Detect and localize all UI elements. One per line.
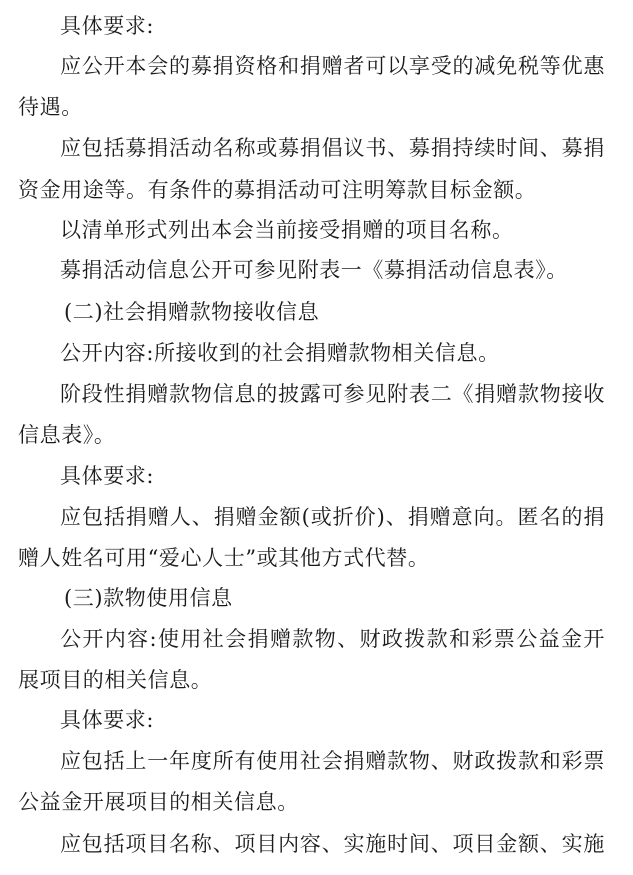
text-line-18: 具体要求:: [60, 708, 155, 732]
section-heading-2: (二)社会捐赠款物接收信息: [64, 300, 320, 324]
text-line-9: 公开内容:所接收到的社会捐赠款物相关信息。: [60, 341, 500, 365]
text-line-2: 应公开本会的募捐资格和捐赠者可以享受的减免税等优惠: [60, 54, 605, 78]
text-line-12: 具体要求:: [60, 464, 155, 488]
text-line-1: 具体要求:: [60, 14, 155, 38]
text-line-6: 以清单形式列出本会当前接受捐赠的项目名称。: [60, 218, 514, 242]
section-heading-3: (三)款物使用信息: [64, 586, 233, 610]
text-line-10: 阶段性捐赠款物信息的披露可参见附表二《捐赠款物接收: [60, 382, 605, 406]
text-line-16: 公开内容:使用社会捐赠款物、财政拨款和彩票公益金开: [60, 627, 605, 651]
text-line-11: 信息表》。: [18, 423, 116, 447]
text-line-7: 募捐活动信息公开可参见附表一《募捐活动信息表》。: [60, 258, 568, 282]
text-line-13: 应包括捐赠人、捐赠金额(或折价)、捐赠意向。匿名的捐: [60, 505, 605, 529]
text-line-3: 待遇。: [18, 95, 83, 119]
text-line-5: 资金用途等。有条件的募捐活动可注明筹款目标金额。: [18, 178, 537, 202]
text-line-14: 赠人姓名可用“爱心人士”或其他方式代替。: [18, 546, 430, 570]
text-line-21: 应包括项目名称、项目内容、实施时间、项目金额、实施: [60, 832, 605, 856]
text-line-20: 公益金开展项目的相关信息。: [18, 790, 299, 814]
text-line-4: 应包括募捐活动名称或募捐倡议书、募捐持续时间、募捐: [60, 136, 605, 160]
text-line-17: 展项目的相关信息。: [18, 668, 213, 692]
text-line-19: 应包括上一年度所有使用社会捐赠款物、财政拨款和彩票: [60, 749, 605, 773]
